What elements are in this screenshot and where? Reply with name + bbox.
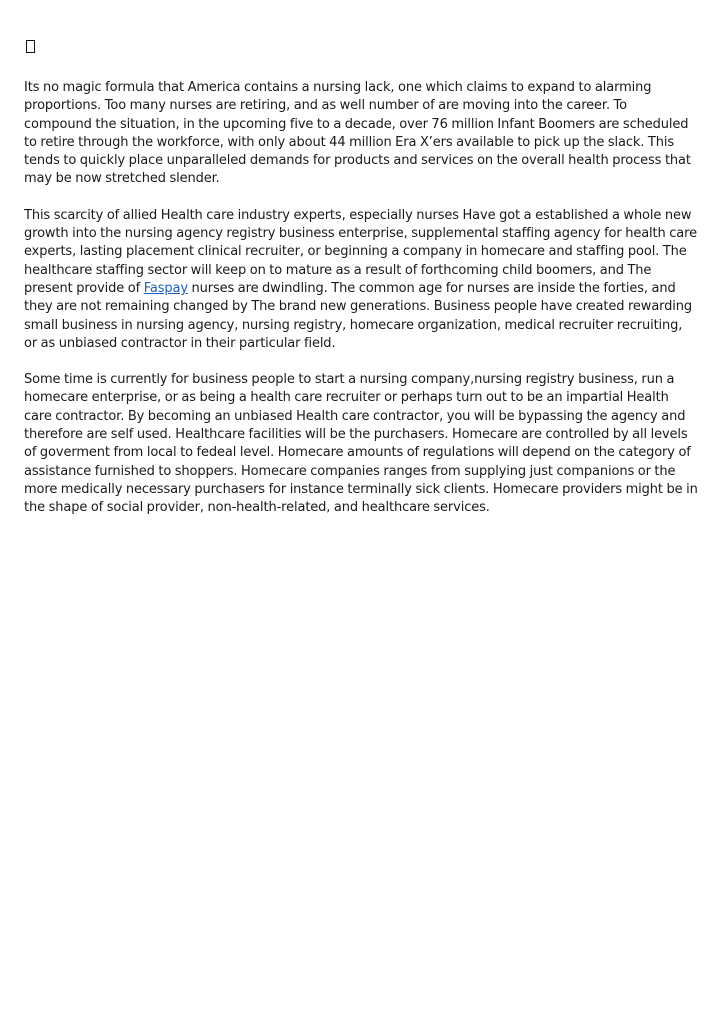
missing-glyph-icon	[26, 40, 35, 53]
paragraph-2-text-start: This scarcity of allied Health care industry experts, especially nurses Have got a established a whole new growth into the nursing agency registry business enterprise, supplemental staffing agency for health care experts, lasting placement clinical recruiter, or beginning a company in homecare and staffing pool. The healthcare staffing sector will keep on to mature as a result of forthcoming child boomers, and The present provide of	[24, 207, 697, 296]
paragraph-1: Its no magic formula that America contains a nursing lack, one which claims to expand to alarming proportions. Too many nurses are retiring, and as well number of are moving into the career. To compound the situation, in the upcoming five to a decade, over 76 million Infant Boomers are scheduled to retire through the workforce, with only about 44 million Era X’ers available to pick up the slack. This tends to quickly place unparalleled demands for products and services on the overall health process that may be now stretched slender.	[24, 80, 691, 187]
paragraph-3: Some time is currently for business people to start a nursing company,nursing registry business, run a homecare enterprise, or as being a health care recruiter or perhaps turn out to be an impartial Health care contractor. By becoming an unbiased Health care contractor, you will be bypassing the agency and therefore are self used. Healthcare facilities will be the purchasers. Homecare are controlled by all levels of goverment from local to fedeal level. Homecare amounts of regulations will depend on the category of assistance furnished to shoppers. Homecare companies ranges from supplying just companions or the more medically necessary purchasers for instance terminally sick clients. Homecare providers might be in the shape of social provider, non-health-related, and healthcare services.	[24, 372, 698, 516]
faspay-link[interactable]: Faspay	[143, 280, 188, 296]
paragraph-2	[24, 207, 698, 353]
paragraph-2-text-end: nurses are dwindling. The common age for nurses are inside the forties, and they are not remaining changed by The brand new generations. Business people have created rewarding small business in nursing agency, nursing registry, homecare organization, medical recruiter recruiting, or as unbiased contractor in their particular field.	[24, 280, 693, 351]
document-page	[24, 40, 698, 536]
article-body	[24, 79, 698, 518]
